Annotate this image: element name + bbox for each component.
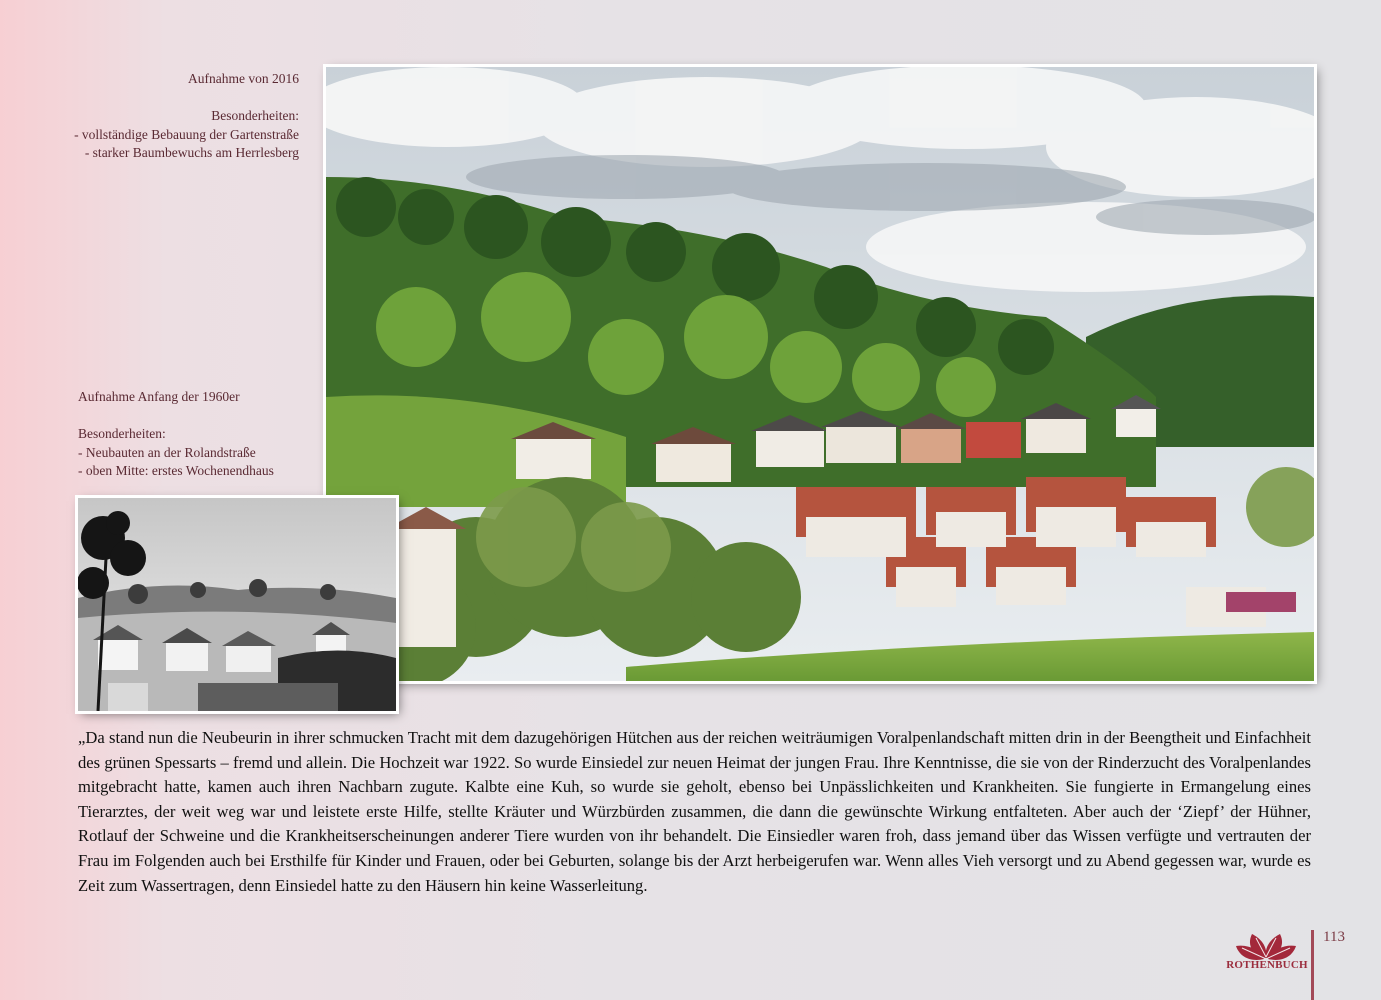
caption-2016-item: - starker Baumbewuchs am Herrlesberg bbox=[84, 145, 299, 161]
caption-2016-title: Aufnahme von 2016 bbox=[188, 71, 299, 86]
caption-1960-item: - oben Mitte: erstes Wochenendhaus bbox=[78, 463, 274, 479]
body-quote bbox=[78, 726, 1311, 898]
caption-2016-item: - vollständige Bebauung der Gartenstraße bbox=[74, 126, 299, 142]
caption-1960 bbox=[78, 388, 318, 481]
caption-2016 bbox=[40, 70, 299, 163]
rothenbuch-leaf-logo-icon bbox=[1224, 928, 1308, 980]
logo-text: ROTHENBUCH bbox=[1226, 959, 1308, 971]
village-photo-2016 bbox=[326, 67, 1314, 681]
page-number: 113 bbox=[1323, 929, 1345, 945]
body-quote-text: „Da stand nun die Neubeurin in ihrer schmucken Tracht mit dem dazugehörigen Hütchen aus der reichen weiträumigen Voralpenlandschaft mitten drin in der Beengtheit und Einfachheit des grünen Spessarts – fremd und allein. Die Hochzeit war 1922. So wurde Einsiedel zur neuen Heimat der jungen Frau. Ihre Kenntnisse, die sie von der Rinderzucht des Voralpenlandes mitgebracht hatte, kamen auch ihren Nachbarn zugute. Kalbte eine Kuh, so wurde sie geholt, ebenso bei Unpässlichkeiten und Krankheiten. Sie fungierte in Ermangelung eines Tierarztes, der weit weg war und leistete erste Hilfe, stellte Kräuter und Würzbürden zusammen, die dann die gewünschte Wirkung entfalteten. Aber auch der ‘Ziepf’ der Hühner, Rotlauf der Schweine und die Krankheitserscheinungen anderer Tiere wurden von ihr behandelt. Die Einsiedler waren froh, dass jemand über das Wissen verfügte und vertrauten der Frau im Folgenden auch bei Ersthilfe für Kinder und Frauen, oder bei Geburten, solange bis der Arzt herbeigerufen war. Wenn alles Vieh versorgt und zu Abend gegessen war, wurde es Zeit zum Wassertragen, denn Einsiedel hatte zu den Häusern hin keine Wasserleitung. bbox=[78, 728, 1311, 895]
caption-1960-features-heading: Besonderheiten: bbox=[78, 426, 166, 442]
caption-2016-features-heading: Besonderheiten: bbox=[211, 108, 299, 124]
footer-accent-bar bbox=[1311, 930, 1314, 1000]
caption-1960-item: - Neubauten an der Rolandstraße bbox=[78, 444, 256, 460]
village-photo-1960s bbox=[78, 498, 396, 711]
caption-1960-title: Aufnahme Anfang der 1960er bbox=[78, 389, 240, 404]
